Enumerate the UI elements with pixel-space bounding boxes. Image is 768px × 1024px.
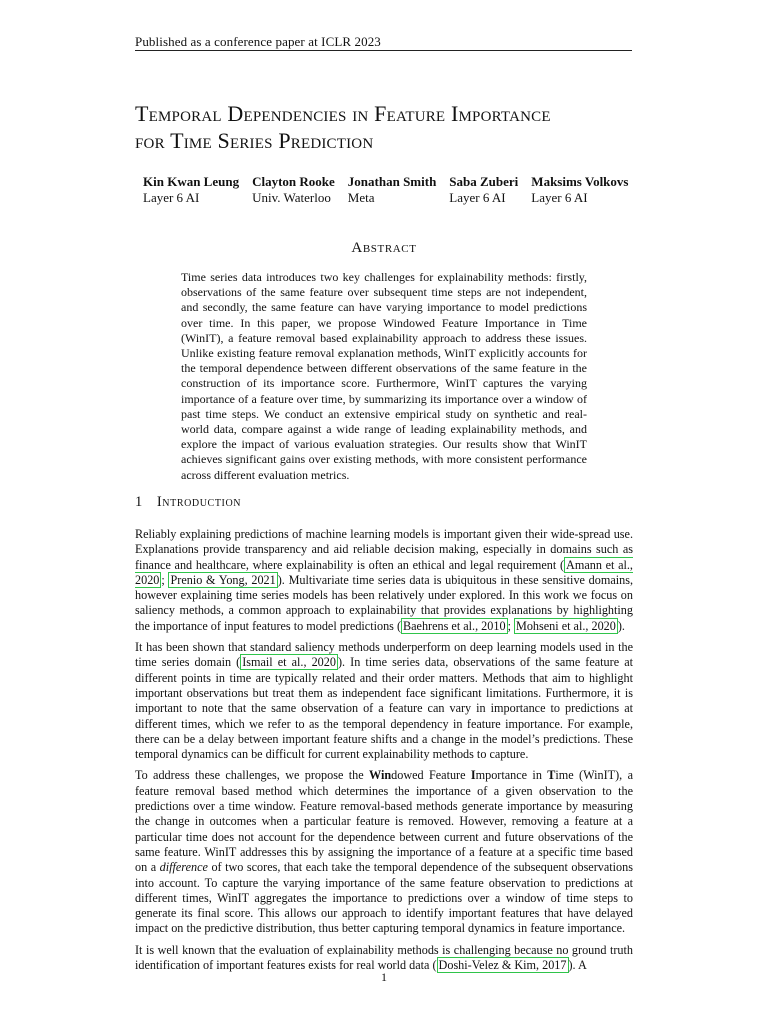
- author-affiliation: Layer 6 AI: [143, 190, 200, 205]
- citation-link[interactable]: Mohseni et al., 2020: [516, 618, 616, 633]
- paper-title: [135, 100, 655, 154]
- abstract-heading: Abstract: [351, 240, 417, 256]
- title-line-1: Temporal Dependencies in Feature Importance: [135, 101, 551, 126]
- author-affiliation: Univ. Waterloo: [252, 190, 331, 205]
- citation-link[interactable]: Ismail et al., 2020: [242, 655, 336, 670]
- running-header: Published as a conference paper at ICLR 2023: [135, 34, 381, 49]
- main-body: [135, 527, 633, 979]
- author-affiliation: Meta: [347, 190, 375, 205]
- paragraph: To address these challenges, we propose the Windowed Feature Importance in Time (WinIT), a feature removal based method which determines the importance of a given observation to the predictions over a time window. Feature removal-based methods generate importance by measuring the change in outcomes when a particular feature is removed. However, removing a feature at a particular time does not account for the dependence between current and future observations of the same feature. WinIT addresses this by assigning the importance of a feature at a specific time based on a difference of two scores, that each take the temporal dependence of the subsequent observations into account. To capture the varying importance of the same feature observation to predictions at different times, WinIT aggregates the importance to predictions over a window of time steps to generate its final score. This allows our approach to identify important features that have delayed impact on the predictive distribution, thus better capturing temporal dynamics in feature importance.: [135, 768, 633, 936]
- author: [252, 174, 335, 206]
- title-line-2: for Time Series Prediction: [135, 128, 374, 153]
- citation-link[interactable]: Doshi-Velez & Kim, 2017: [438, 958, 567, 973]
- author: [348, 174, 437, 206]
- page-number: 1: [381, 970, 387, 984]
- citation-link[interactable]: Baehrens et al., 2010: [403, 618, 506, 633]
- author: [531, 174, 628, 206]
- paragraph: It is well known that the evaluation of explainability methods is challenging because no ground truth identification of important features exists for real world data ( Doshi-Velez & Kim, 2017 ). A: [135, 942, 633, 973]
- author-name: Jonathan Smith: [347, 174, 437, 189]
- paragraph: Reliably explaining predictions of machine learning models is important given their wide-spread use. Explanations provide transparency and aid reliable decision making, especially in domains such as finance and healthcare, where explainability is often an ethical and legal requirement ( Amann et al., 2020 ; Prenio & Yong, 2021 ). Multivariate time series data is ubiquitous in these sensitive domains, however explaining time series models has been relatively under explored. In this work we focus on saliency methods, a common approach to explainability that provides explanations by highlighting the importance of input features to model predictions ( Baehrens et al., 2010 ; Mohseni et al., 2020 ).: [135, 527, 634, 633]
- author-affiliation: Layer 6 AI: [449, 190, 506, 205]
- author-name: Clayton Rooke: [252, 174, 335, 189]
- section-heading: [135, 494, 241, 511]
- citation-link[interactable]: Amann et al., 2020: [135, 557, 633, 587]
- section-number: 1: [135, 494, 143, 510]
- author-name: Kin Kwan Leung: [143, 174, 240, 189]
- author-affiliation: Layer 6 AI: [531, 190, 588, 205]
- author: [143, 174, 239, 206]
- paragraph: It has been shown that standard saliency methods underperform on deep learning models used in the time series domain ( Ismail et al., 2020 ). In time series data, observations of the same feature at different points in time are typically related and their order matters. Methods that aim to highlight important observations but treat them as independent face significant limitations. Furthermore, it is important to note that the same observation of a feature can vary in importance to predictions at different times, which we refer to as the temporal dependency in feature importance. For example, there can be a delay between important feature shifts and a change in the model’s predictions. These temporal dynamics can be difficult for current explainability methods to capture.: [135, 640, 633, 762]
- author-list: [143, 174, 641, 206]
- author-name: Maksims Volkovs: [531, 174, 629, 189]
- author: [449, 174, 518, 206]
- abstract-text: Time series data introduces two key challenges for explainability methods: firstly, observations of the same feature over subsequent time steps are not independent, and secondly, the same feature can have varying importance to model predictions over time. In this paper, we propose Windowed Feature Importance in Time (WinIT), a feature removal based explainability approach to address these issues. Unlike existing feature removal explanation methods, WinIT explicitly accounts for the temporal dependence between different observations of the same feature in the construction of its importance score. Furthermore, WinIT captures the varying importance of a feature over time, by summarizing its importance over a window of past time steps. We conduct an extensive empirical study on synthetic and real-world data, compare against a wide range of leading explainability methods, and explore the impact of various evaluation strategies. Our results show that WinIT achieves significant gains over existing methods, with more consistent performance across different evaluation metrics.: [181, 270, 587, 482]
- section-title: Introduction: [156, 494, 242, 510]
- citation-link[interactable]: Prenio & Yong, 2021: [170, 572, 276, 587]
- author-name: Saba Zuberi: [449, 174, 519, 189]
- header-rule: [135, 50, 632, 51]
